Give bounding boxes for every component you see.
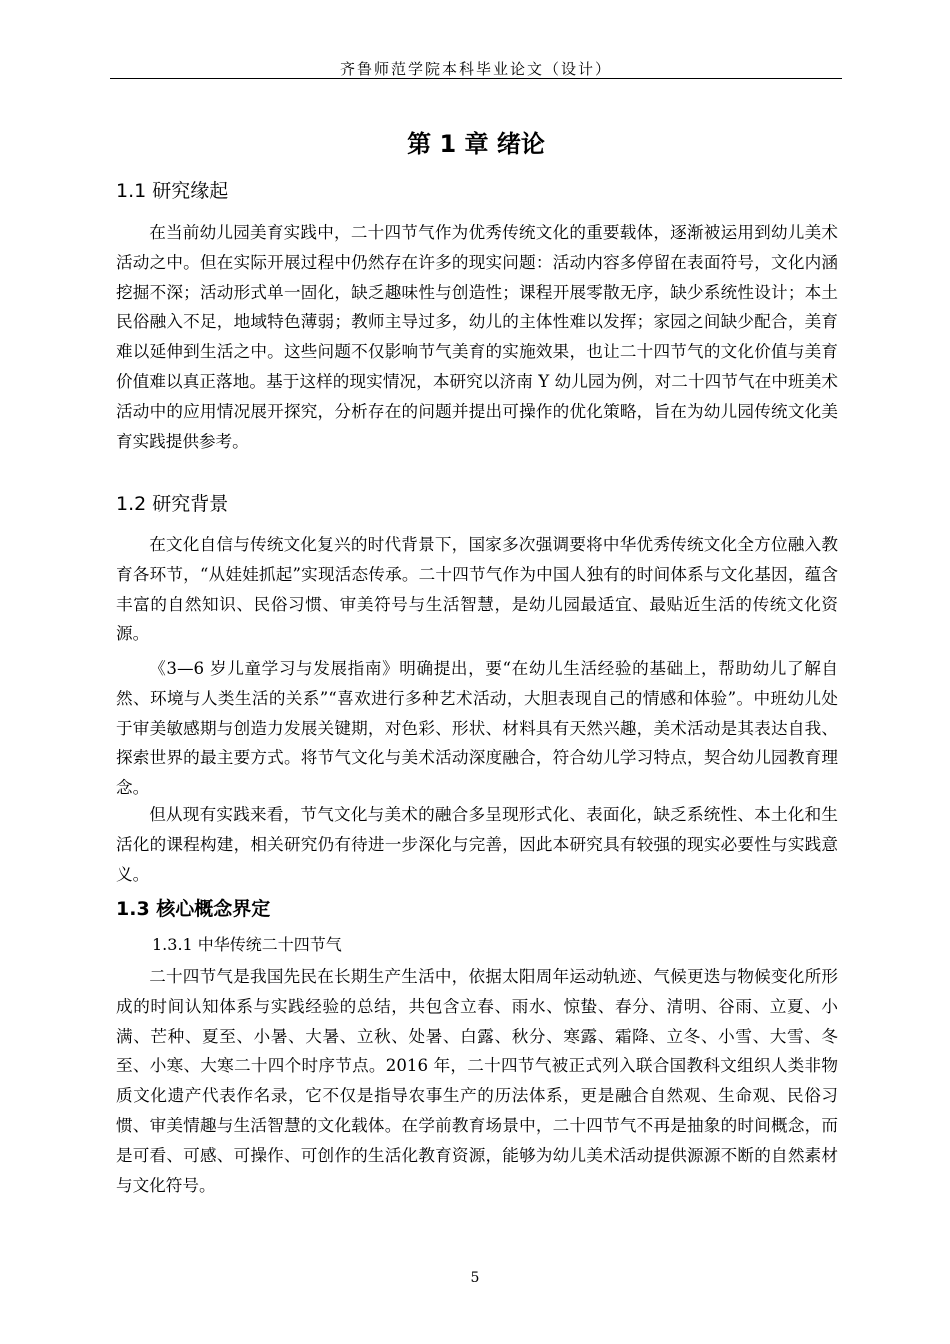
paragraph-1-3-1: 二十四节气是我国先民在长期生产生活中，依据太阳周年运动轨迹、气候更迭与物候变化所形成的时间认知体系与实践经验的总结，共包含立春、雨水、惊蛰、春分、清明、谷雨、立夏、小满、芒种、夏至、小暑、大暑、立秋、处暑、白露、秋分、寒露、霜降、立冬、小雪、大雪、冬至、小寒、大寒二十四个时序节点。2016 年，二十四节气被正式列入联合国教科文组织人类非物质文化遗产代表作名录，它不仅是指导农事生产的历法体系，更是融合自然观、生命观、民俗习惯、审美情趣与生活智慧的文化载体。在学前教育场景中，二十四节气不再是抽象的时间概念，而是可看、可感、可操作、可创作的生活化教育资源，能够为幼儿美术活动提供源源不断的自然素材与文化符号。 — [116, 967, 838, 1195]
page-header: 齐鲁师范学院本科毕业论文（设计） — [339, 60, 612, 78]
section-heading-1-2: 1.2 研究背景 — [116, 493, 229, 515]
paragraph-1-2-3: 但从现有实践来看，节气文化与美术的融合多呈现形式化、表面化，缺乏系统性、本土化和生活化的课程构建，相关研究仍有待进一步深化与完善，因此本研究具有较强的现实必要性与实践意义。 — [116, 805, 838, 884]
paragraph-1-2-2: 《3—6 岁儿童学习与发展指南》明确提出，要“在幼儿生活经验的基础上，帮助幼儿了解自然、环境与人类生活的关系”“喜欢进行多种艺术活动，大胆表现自己的情感和体验”。中班幼儿处于审美敏感期与创造力发展关键期，对色彩、形状、材料具有天然兴趣，美术活动是其表达自我、探索世界的最主要方式。将节气文化与美术活动深度融合，符合幼儿学习特点，契合幼儿园教育理念。 — [116, 659, 838, 798]
header-divider — [110, 78, 842, 79]
page-number: 5 — [470, 1270, 480, 1286]
chapter-title: 第 1 章 绪论 — [407, 130, 545, 158]
subsection-heading-1-3-1: 1.3.1 中华传统二十四节气 — [152, 935, 342, 954]
section-heading-1-3: 1.3 核心概念界定 — [116, 898, 271, 920]
paragraph-1-1-1: 在当前幼儿园美育实践中，二十四节气作为优秀传统文化的重要载体，逐渐被运用到幼儿美术活动之中。但在实际开展过程中仍然存在许多的现实问题：活动内容多停留在表面符号，文化内涵挖掘不深；活动形式单一固化，缺乏趣味性与创造性；课程开展零散无序，缺少系统性设计；本土民俗融入不足，地域特色薄弱；教师主导过多，幼儿的主体性难以发挥；家园之间缺少配合，美育难以延伸到生活之中。这些问题不仅影响节气美育的实施效果，也让二十四节气的文化价值与美育价值难以真正落地。基于这样的现实情况，本研究以济南 Y 幼儿园为例，对二十四节气在中班美术活动中的应用情况展开探究，分析存在的问题并提出可操作的优化策略，旨在为幼儿园传统文化美育实践提供参考。 — [116, 223, 838, 451]
paragraph-1-2-1: 在文化自信与传统文化复兴的时代背景下，国家多次强调要将中华优秀传统文化全方位融入教育各环节，“从娃娃抓起”实现活态传承。二十四节气作为中国人独有的时间体系与文化基因，蕴含丰富的自然知识、民俗习惯、审美符号与生活智慧，是幼儿园最适宜、最贴近生活的传统文化资源。 — [116, 535, 838, 644]
section-heading-1-1: 1.1 研究缘起 — [116, 180, 229, 202]
